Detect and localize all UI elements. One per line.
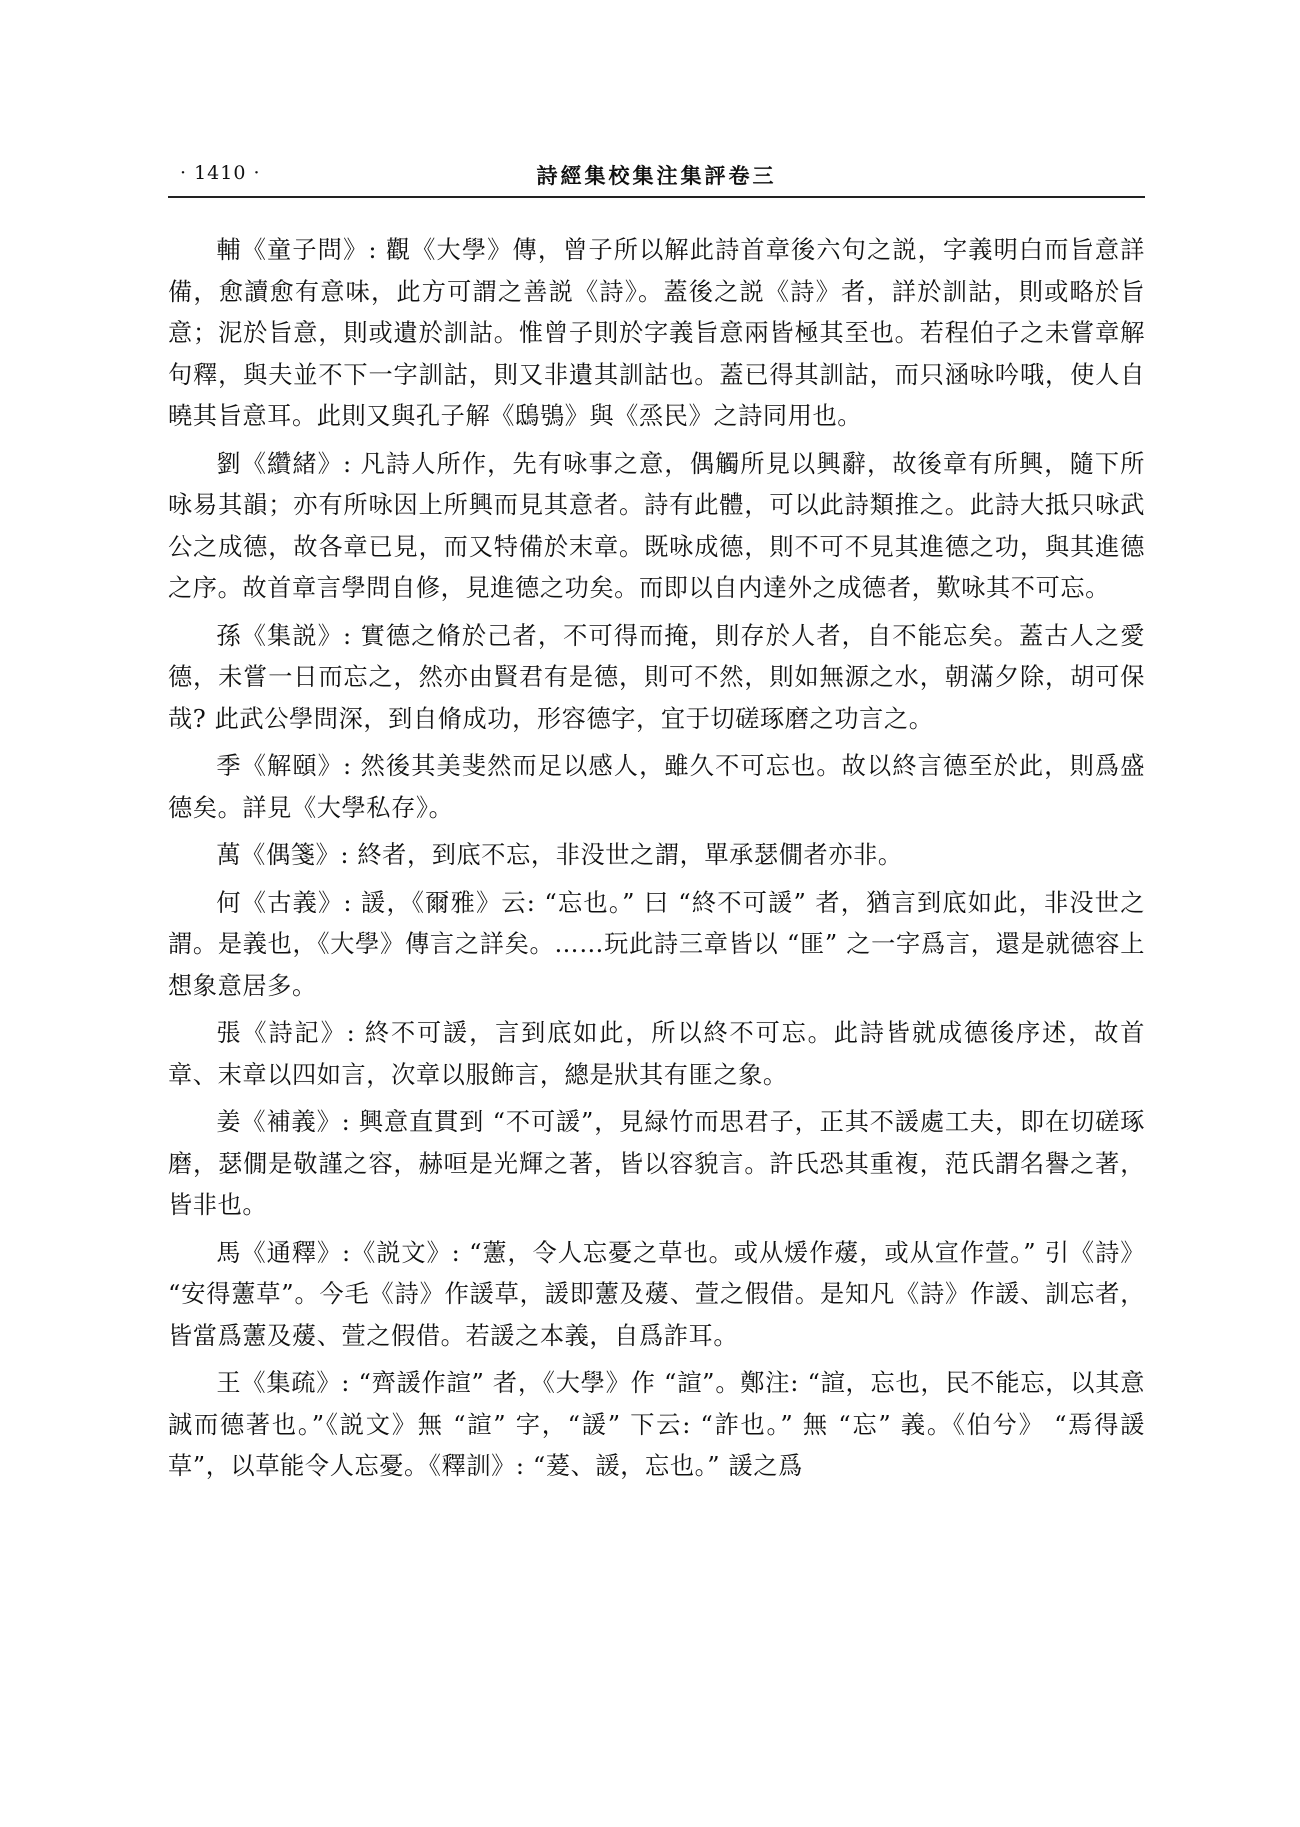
paragraph-ji-shu: 王《集疏》: “齊諼作諠” 者，《大學》作 “諠”。鄭注: “諠，忘也，民不能忘，以其意誠而德著也。”《説文》無 “諠” 字，“諼” 下云: “詐也。” 無 “忘” 義。《伯兮》 “焉得諼草”，以草能令人忘憂。《釋訓》: “萲、諼，忘也。” 諼之爲: [168, 1369, 1145, 1480]
header-rule: [168, 196, 1145, 198]
paragraph-ji-shuo: 孫《集説》: 實德之脩於己者，不可得而掩，則存於人者，自不能忘矣。蓋古人之愛德，未嘗一日而忘之，然亦由賢君有是德，則可不然，則如無源之水，朝滿夕除，胡可保哉? 此武公學問深，到自脩成功，形容德字，宜于切磋琢磨之功言之。: [168, 621, 1145, 733]
paragraph-ou-jian: 萬《偶箋》: 終者，到底不忘，非没世之謂，單承瑟僩者亦非。: [216, 841, 903, 869]
paragraph-tong-shi: 馬《通釋》:《説文》: “藼，令人忘憂之草也。或从煖作蕿，或从宣作萱。” 引《詩》 “安得藼草”。今毛《詩》作諼草，諼即藼及蕿、萱之假借。是知凡《詩》作諼、訓忘者，皆當爲藼及蕿、萱之假借。若諼之本義，自爲詐耳。: [168, 1238, 1145, 1350]
paragraph-zuan-xu: 劉《纘緒》: 凡詩人所作，先有咏事之意，偶觸所見以興辭，故後章有所興，隨下所咏易其韻；亦有所咏因上所興而見其意者。詩有此體，可以此詩類推之。此詩大抵只咏武公之成德，故各章已見，而又特備於末章。既咏成德，則不可不見其進德之功，與其進德之序。故首章言學問自修，見進德之功矣。而即以自内達外之成德者，歎咏其不可忘。: [168, 449, 1145, 602]
page-number: · 1410 ·: [180, 162, 261, 184]
paragraph-tong-zi-wen: 輔《童子問》: 觀《大學》傳，曾子所以解此詩首章後六句之説，字義明白而旨意詳備，愈讀愈有意味，此方可謂之善説《詩》。蓋後之説《詩》者，詳於訓詁，則或略於旨意；泥於旨意，則或遺於訓詁。惟曾子則於字義旨意兩皆極其至也。若程伯子之未嘗章解句釋，與夫並不下一字訓詁，則又非遺其訓詁也。蓋已得其訓詁，而只涵咏吟哦，使人自曉其旨意耳。此則又與孔子解《鴟鴞》與《烝民》之詩同用也。: [168, 236, 1145, 430]
running-title: 詩經集校集注集評卷三: [536, 163, 777, 188]
paragraph-bu-yi: 姜《補義》: 興意直貫到 “不可諼”，見緑竹而思君子，正其不諼處工夫，即在切磋琢磨，瑟僩是敬謹之容，赫咺是光輝之著，皆以容貌言。許氏恐其重複，范氏謂名譽之著，皆非也。: [168, 1108, 1145, 1219]
paragraph-shi-ji: 張《詩記》: 終不可諼，言到底如此，所以終不可忘。此詩皆就成德後序述，故首章、末章以四如言，次章以服飾言，總是狀其有匪之象。: [168, 1019, 1145, 1089]
paragraph-gu-yi: 何《古義》: 諼，《爾雅》云: “忘也。” 曰 “終不可諼” 者，猶言到底如此，非没世之謂。是義也，《大學》傳言之詳矣。……玩此詩三章皆以 “匪” 之一字爲言，還是就德容上想象意居多。: [168, 888, 1145, 1000]
page-header: [168, 156, 1145, 196]
paragraph-jie-yi: 季《解頤》: 然後其美斐然而足以感人，雖久不可忘也。故以終言德至於此，則爲盛德矣。詳見《大學私存》。: [168, 752, 1145, 822]
body-text: [168, 230, 1145, 1494]
